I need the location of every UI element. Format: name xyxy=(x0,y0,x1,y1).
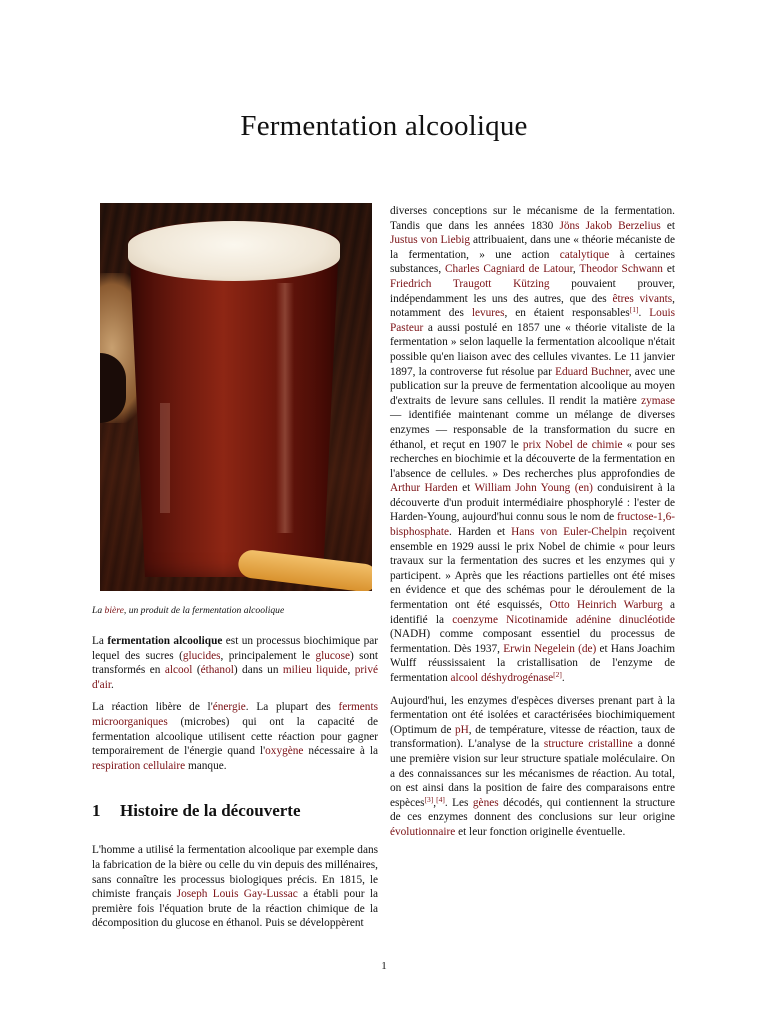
link-ferments-microorganiques[interactable]: ferments microorganiques xyxy=(92,701,378,728)
image-caption: La bière, un produit de la fermentation alcoolique xyxy=(92,605,285,616)
link-theodor-schwann[interactable]: Theodor Schwann xyxy=(579,263,663,276)
link-evolutionnaire[interactable]: évolutionnaire xyxy=(390,825,456,838)
link-alcool-deshydrogenase[interactable]: alcool déshydrogénase xyxy=(450,672,554,684)
section-number: 1 xyxy=(92,801,101,821)
bold-term: fermentation alcoolique xyxy=(107,635,223,647)
link-prix-nobel-de-chimie[interactable]: prix Nobel de chimie xyxy=(522,438,623,451)
link-ph[interactable]: pH xyxy=(454,723,469,736)
link-glucose[interactable]: glucose xyxy=(315,649,350,662)
history-paragraph-1-start: L'homme a utilisé la fermentation alcoolique par exemple dans la fabrication de la bière ou celle du vin depuis des millénaires, sans connaître les processus biologiques précis. En 1815, le chimiste français Joseph Louis Gay-Lussac a établi pour la première fois l'équation brute de la réaction chimique de la décomposition du glucose en éthanol. Puis se développèrent xyxy=(92,844,378,930)
intro-paragraph-2: La réaction libère de l'énergie. La plupart des ferments microorganiques (microbes) qui ont la capacité de fermentation alcoolique utilisent cette réaction pour gagner temporairement de l'énergie quand l'oxygène nécessaire à la respiration cellulaire manque. xyxy=(92,701,378,772)
link-otto-heinrich-warburg[interactable]: Otto Heinrich Warburg xyxy=(549,599,663,612)
link-alcool[interactable]: alcool xyxy=(164,664,193,677)
section-title: Histoire de la découverte xyxy=(120,801,301,821)
link-levures[interactable]: levures xyxy=(471,307,505,320)
section-heading xyxy=(92,801,378,821)
link-respiration-cellulaire[interactable]: respiration cellulaire xyxy=(92,759,186,772)
link-arthur-harden[interactable]: Arthur Harden xyxy=(390,482,458,495)
link-william-john-young[interactable]: William John Young xyxy=(474,482,571,495)
history-paragraph-1-continued: diverses conceptions sur le mécanisme de la fermentation. Tandis que dans les années 1830 Jöns Jakob Berzelius et Justus von Liebig attribuaient, dans une « théorie mécaniste de la fermentation, » une action catalytique à certaines substances, Charles Cagniard de Latour, Theodor Schwann et Friedrich Traugott Kützing pouvaient prouver, indépendamment les uns des autres, que des êtres vivants, notamment des levures, en étaient responsables[1]. Louis Pasteur a aussi postulé en 1857 une « théorie vitaliste de la fermentation » selon laquelle la fermentation alcoolique n'était possible qu'en liaison avec des cellules vivantes. Le 11 janvier 1897, la controverse fut résolue par Eduard Buchner, avec une publication sur la preuve de fermentation alcoolique au moyen d'extraits de levure sans cellules. Il rendit la matière zymase — identifiée maintenant comme un mélange de diverses enzymes — responsable de la transformation du sucre en éthanol, et reçut en 1907 le prix Nobel de chimie « pour ses recherches en biochimie et la découverte de la fermentation en l'absence de cellules. » Des recherches plus approfondies de Arthur Harden et William John Young (en) conduisirent à la découverte d'un produit intermédiaire phosphorylé : l'ester de Harden-Young, aujourd'hui connu sous le nom de fructose-1,6-bisphosphate. Harden et Hans von Euler-Chelpin reçoivent ensemble en 1929 aussi le prix Nobel de chimie « pour leurs travaux sur la fermentation des sucres et les enzymes qui y participent. » Après que les réactions partielles ont été mises en évidence et que des schémas pour le déroulement de la fermentation ont été esquissés, Otto Heinrich Warburg a identifié la coenzyme Nicotinamide adénine dinucléotide (NADH) comme composant essentiel du processus de fermentation. Dès 1937, Erwin Negelein (de) et Hans Joachim Wulff réussissaient la cristallisation de l'enzyme de fermentation alcool déshydrogénase[2]. xyxy=(390,205,676,684)
link-biere[interactable]: bière xyxy=(104,605,124,616)
link-hans-von-euler-chelpin[interactable]: Hans von Euler-Chelpin xyxy=(511,526,627,539)
link-genes[interactable]: gènes xyxy=(472,796,499,809)
link-jons-jakob-berzelius[interactable]: Jöns Jakob Berzelius xyxy=(559,219,661,232)
beer-photo xyxy=(100,203,372,591)
link-en[interactable]: (en) xyxy=(574,482,593,495)
link-ethanol[interactable]: éthanol xyxy=(200,664,234,677)
link-coenzyme-nicotinamide-adenine-dinucleotide[interactable]: coenzyme Nicotinamide adénine dinucléotide xyxy=(452,613,675,626)
link-prive-d-air[interactable]: privé d'air xyxy=(92,664,378,691)
citation-ref[interactable]: [1] xyxy=(629,305,639,315)
intro-paragraph-1: La fermentation alcoolique est un processus biochimique par lequel des sucres (glucides, principalement le glucose) sont transformés en alcool (éthanol) dans un milieu liquide, privé d'air. xyxy=(92,635,378,691)
link-milieu-liquide[interactable]: milieu liquide xyxy=(282,664,348,677)
left-column xyxy=(92,203,378,931)
link-glucides[interactable]: glucides xyxy=(182,649,221,662)
link-justus-von-liebig[interactable]: Justus von Liebig xyxy=(390,234,471,247)
link-fructose-1-6-bisphosphate[interactable]: fructose-1,6-bisphosphate xyxy=(390,511,675,539)
link-eduard-buchner[interactable]: Eduard Buchner xyxy=(555,365,629,378)
link-oxygene[interactable]: oxygène xyxy=(265,745,304,758)
link-erwin-negelein[interactable]: Erwin Negelein xyxy=(503,642,575,655)
citation-ref[interactable]: [4] xyxy=(436,794,445,804)
link-charles-cagniard-de-latour[interactable]: Charles Cagniard de Latour xyxy=(445,263,573,276)
link-catalytique[interactable]: catalytique xyxy=(559,248,610,261)
history-paragraph-2: Aujourd'hui, les enzymes d'espèces diverses prenant part à la fermentation ont été isolées et caractérisées biochimiquement (Optimum de pH, de température, vitesse de réaction, taux de transformation). L'analyse de la structure cristalline a donné une première vision sur leur structure spatiale moléculaire. On a des connaissances sur les mécanismes de réaction. Au total, on est ainsi dans la position de faire des comparaisons entre espèces[3],[4]. Les gènes décodés, qui contiennent la structure de ces enzymes donnent des conclusions sur leur origine évolutionnaire et leur fonction originelle éventuelle. xyxy=(390,694,676,838)
right-column xyxy=(390,204,675,840)
page-title: Fermentation alcoolique xyxy=(240,110,528,142)
link-friedrich-traugott-kutzing[interactable]: Friedrich Traugott Kützing xyxy=(390,277,550,290)
link-louis-pasteur[interactable]: Louis Pasteur xyxy=(390,307,675,334)
link-etres-vivants[interactable]: êtres vivants xyxy=(612,292,673,305)
link-energie[interactable]: énergie xyxy=(212,701,246,714)
citation-ref[interactable]: [2] xyxy=(553,670,562,679)
link-de[interactable]: (de) xyxy=(578,642,597,655)
link-zymase[interactable]: zymase xyxy=(641,394,675,407)
citation-ref[interactable]: [3] xyxy=(424,794,434,804)
page-number: 1 xyxy=(381,960,387,972)
link-structure-cristalline[interactable]: structure cristalline xyxy=(543,738,633,751)
link-joseph-louis-gay-lussac[interactable]: Joseph Louis Gay-Lussac xyxy=(176,888,298,901)
